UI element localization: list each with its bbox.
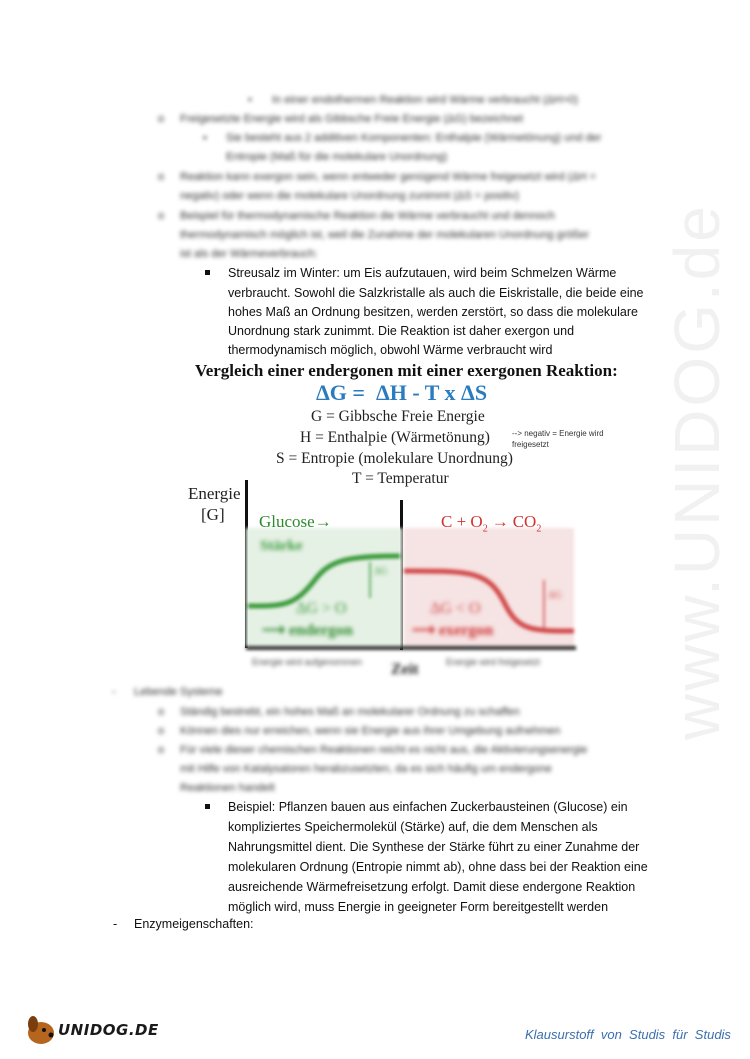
gibbs-formula: ΔG = ΔH - T x ΔS bbox=[316, 380, 488, 405]
bullet: o bbox=[158, 706, 165, 718]
endergon-label bbox=[262, 620, 353, 640]
blurred-line: Freigesetzte Energie wird als Gibbsche Freie Energie (ΔG) bezeichnet bbox=[180, 113, 524, 125]
text-line: hohes Maß an Ordnung besitzen, werden zerstört, so dass die molekulare bbox=[228, 305, 638, 319]
c-plus-o: C + O bbox=[441, 512, 483, 531]
square-bullet-icon bbox=[205, 804, 210, 809]
figure-title: Vergleich einer endergonen mit einer exergonen Reaktion: bbox=[195, 361, 618, 380]
staerke-label: Stärke bbox=[260, 538, 303, 554]
enzym-heading: Enzymeigenschaften: bbox=[134, 917, 254, 931]
bullet: o bbox=[158, 725, 165, 737]
text-line: ausreichende Wärmefreisetzung erfolgt. Damit diese endergone Reaktion bbox=[228, 880, 636, 894]
exergon-label bbox=[412, 620, 493, 640]
endergon-text: endergon bbox=[288, 622, 353, 639]
text-line: Streusalz im Winter: um Eis aufzutauen, wird beim Schmelzen Wärme bbox=[228, 266, 617, 280]
bullet: o bbox=[158, 113, 165, 125]
endergon-caption: Energie wird aufgenommen bbox=[252, 657, 363, 667]
blurred-line: Können dies nur erreichen, wenn sie Energie aus ihrer Umgebung aufnehmen bbox=[180, 725, 561, 737]
y-axis-unit: [G] bbox=[201, 505, 225, 524]
subscript: 2 bbox=[482, 523, 488, 535]
blurred-line: Ständig bestrebt, ein hohes Maß an molekularer Ordnung zu schaffen bbox=[180, 706, 520, 718]
arrow-icon: ⟶ bbox=[412, 622, 435, 639]
blurred-line: ist als der Wärmeverbrauch: bbox=[180, 248, 318, 260]
definition-h: H = Enthalpie (Wärmetönung) bbox=[300, 429, 490, 446]
endergon-condition: ΔG > O bbox=[296, 600, 347, 617]
arrow-icon: ⟶ bbox=[262, 622, 285, 639]
text-line: möglich wird, muss Energie in geeigneter Form bereitgestellt werden bbox=[228, 900, 609, 914]
list-dash: - bbox=[113, 917, 118, 931]
dog-icon bbox=[24, 1013, 58, 1047]
blurred-line: Sie besteht aus 2 additiven Komponenten: Enthalpie (Wärmetönung) und der bbox=[226, 132, 602, 144]
exergon-caption: Energie wird freigesetzt bbox=[446, 657, 541, 667]
definition-s: S = Entropie (molekulare Unordnung) bbox=[276, 450, 513, 467]
glucose-label bbox=[259, 512, 332, 532]
arrow-icon: → bbox=[491, 512, 509, 531]
blurred-line: Lebende Systeme bbox=[134, 686, 223, 698]
bullet: ▪ bbox=[203, 132, 207, 144]
definition-g: G = Gibbsche Freie Energie bbox=[311, 408, 485, 425]
footer-tagline: Klausurstoff von Studis für Studis bbox=[525, 1027, 731, 1042]
blurred-line: In einer endothermen Reaktion wird Wärme verbraucht (ΔH>0) bbox=[272, 94, 579, 106]
exergon-text: exergon bbox=[438, 622, 494, 639]
blurred-line: Entropie (Maß für die molekulare Unordnung) bbox=[226, 151, 448, 163]
arrow-icon: → bbox=[314, 512, 332, 531]
definition-h-note-2: freigesetzt bbox=[512, 440, 549, 449]
blurred-line: Reaktion kann exergon sein, wenn entweder genügend Wärme freigesetzt wird (ΔH = bbox=[180, 171, 597, 183]
bullet: • bbox=[248, 94, 252, 106]
text-line: verbraucht. Sowohl die Salzkristalle als auch die Eiskristalle, die beide eine bbox=[228, 286, 644, 300]
x-axis-label: Zeit bbox=[391, 661, 419, 678]
text-line: molekularen Ordnung (Entropie nimmt ab), ohne dass bei der Reaktion eine bbox=[228, 860, 648, 874]
exergon-condition: ΔG < O bbox=[430, 600, 481, 617]
text-line: Unordnung stark zunimmt. Die Reaktion ist daher exergon und bbox=[228, 324, 575, 338]
bullet: o bbox=[158, 744, 165, 756]
blurred-line: mit Hilfe von Katalysatoren herabzusetzten, da es sich häufig um endergone bbox=[180, 763, 552, 775]
endergon-dg: ΔG bbox=[374, 566, 388, 577]
blurred-line: Beispiel für thermodynamische Reaktion die Wärme verbraucht und dennoch bbox=[180, 210, 555, 222]
blurred-line: Für viele dieser chemischen Reaktionen reicht es nicht aus, die Aktivierungsenergie bbox=[180, 744, 588, 756]
text-line: thermodynamisch möglich, obwohl Wärme verbraucht wird bbox=[228, 343, 553, 357]
bullet: o bbox=[158, 171, 165, 183]
text-line: kompliziertes Speichermolekül (Stärke) auf, die dem Menschen als bbox=[228, 820, 598, 834]
blurred-line: Reaktionen handelt bbox=[180, 782, 275, 794]
bullet: o bbox=[158, 210, 165, 222]
exergon-dg: ΔG bbox=[548, 590, 562, 601]
blurred-line: thermodynamisch möglich ist, weil die Zunahme der molekularen Unordnung größer bbox=[180, 229, 590, 241]
glucose-text: Glucose bbox=[259, 512, 315, 531]
definition-t: T = Temperatur bbox=[352, 470, 449, 487]
text-line: Beispiel: Pflanzen bauen aus einfachen Zuckerbausteinen (Glucose) ein bbox=[228, 800, 628, 814]
square-bullet-icon bbox=[205, 270, 210, 275]
blurred-line: negativ) oder wenn die molekulare Unordnung zunimmt (ΔS = positiv) bbox=[180, 190, 520, 202]
logo-text: UNIDOG.DE bbox=[58, 1021, 159, 1039]
watermark bbox=[640, 203, 750, 740]
watermark-text: www.UNIDOG.de bbox=[661, 203, 733, 740]
subscript: 2 bbox=[536, 523, 542, 535]
footer-logo[interactable] bbox=[24, 1013, 159, 1047]
text-line: Nahrungsmittel dient. Die Synthese der Stärke führt zu einer Zunahme der bbox=[228, 840, 640, 854]
bullet: - bbox=[112, 686, 116, 698]
reaction-label bbox=[441, 512, 541, 534]
y-axis-label: Energie bbox=[188, 484, 241, 503]
co2-text: CO bbox=[512, 512, 537, 531]
definition-h-note: --> negativ = Energie wird bbox=[512, 429, 604, 438]
